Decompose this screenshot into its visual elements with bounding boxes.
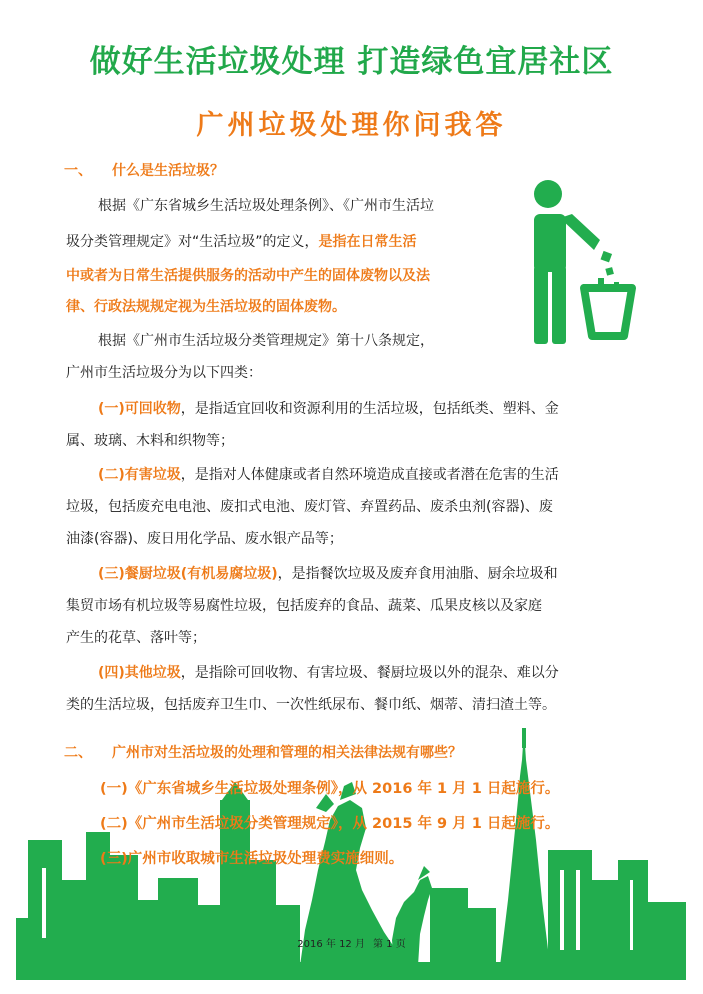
cat2-line2: 垃圾，包括废充电电池、废扣式电池、废灯管、弃置药品、废杀虫剂(容器)、废: [66, 499, 553, 515]
cat1-line1-rest: ，是指适宜回收和资源利用的生活垃圾，包括纸类、塑料、金: [180, 401, 559, 417]
law-item-1: (一)《广东省城乡生活垃圾处理条例》，从 2016 年 1 月 1 日起施行。: [100, 781, 560, 797]
footer-page: 第 1 页: [372, 939, 406, 950]
section2-number: 二、: [64, 745, 92, 761]
page-footer: [0, 935, 703, 950]
para1-line2-highlight: 是指在日常生活: [318, 234, 417, 250]
section1-number: 一、: [64, 163, 92, 179]
page-title: 做好生活垃圾处理 打造绿色宜居社区: [89, 44, 614, 80]
person-throwing-trash-icon: [510, 178, 640, 348]
cat1-line2: 属、玻璃、木料和织物等；: [66, 433, 234, 449]
page-subtitle: 广州垃圾处理你问我答: [196, 110, 507, 141]
cat4-line2: 类的生活垃圾，包括废弃卫生巾、一次性纸尿布、餐巾纸、烟蒂、清扫渣土等。: [66, 697, 556, 713]
cat4-line1-rest: ，是指除可回收物、有害垃圾、餐厨垃圾以外的混杂、难以分: [180, 665, 559, 681]
para2-line1: 根据《广州市生活垃圾分类管理规定》第十八条规定，: [98, 333, 434, 349]
cat3-label: (三)餐厨垃圾(有机易腐垃圾): [98, 566, 278, 582]
para1-line3: 中或者为日常生活提供服务的活动中产生的固体废物以及法: [66, 268, 430, 284]
cat3-line1-rest: ，是指餐饮垃圾及废弃食用油脂、厨余垃圾和: [277, 566, 558, 582]
cat3-line2: 集贸市场有机垃圾等易腐性垃圾，包括废弃的食品、蔬菜、瓜果皮核以及家庭: [66, 598, 542, 614]
para1-line2-normal: 圾分类管理规定》对“生活垃圾”的定义，: [66, 234, 319, 250]
section2-title: 广州市对生活垃圾的处理和管理的相关法律法规有哪些？: [112, 745, 462, 761]
cat2-label: (二)有害垃圾: [98, 467, 181, 483]
cat2-line3: 油漆(容器)、废日用化学品、废水银产品等；: [66, 531, 343, 547]
cat4-label: (四)其他垃圾: [98, 665, 181, 681]
section1-title: 什么是生活垃圾？: [112, 163, 224, 179]
cat2-line1-rest: ，是指对人体健康或者自然环境造成直接或者潜在危害的生活: [180, 467, 559, 483]
law-item-2: (二)《广州市生活垃圾分类管理规定》，从 2015 年 9 月 1 日起施行。: [100, 816, 560, 832]
cat1-label: (一)可回收物: [98, 401, 181, 417]
para1-line1: 根据《广东省城乡生活垃圾处理条例》、《广州市生活垃: [98, 198, 434, 214]
para2-line2: 广州市生活垃圾分为以下四类：: [66, 365, 262, 381]
para1-line4: 律、行政法规规定视为生活垃圾的固体废物。: [66, 299, 346, 315]
law-item-3: (三)广州市收取城市生活垃圾处理费实施细则。: [100, 851, 404, 867]
footer-date: 2016 年 12 月: [297, 939, 365, 950]
cat3-line3: 产生的花草、落叶等；: [66, 630, 206, 646]
